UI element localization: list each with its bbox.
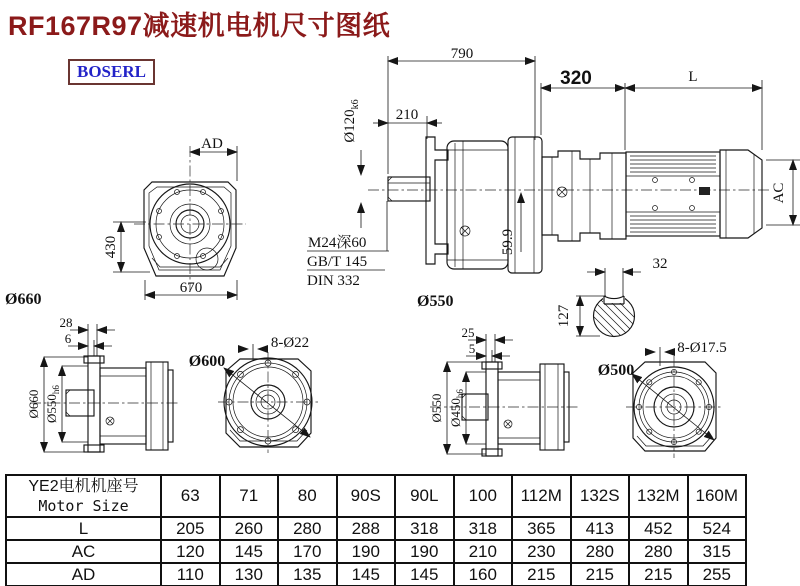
cell-L-90l: 318 (395, 517, 454, 540)
cell-AC-132m: 280 (629, 540, 688, 563)
flange-view-right-drawing (598, 340, 727, 458)
size-col-90s: 90S (337, 475, 396, 517)
dim-label-L: L (688, 69, 698, 85)
cell-AC-90s: 190 (337, 540, 396, 563)
cell-AC-90l: 190 (395, 540, 454, 563)
page-title: RF167R97减速机电机尺寸图纸 (8, 11, 391, 41)
dim-label-210: 210 (395, 107, 419, 123)
cell-AC-132s: 280 (571, 540, 630, 563)
size-col-80: 80 (278, 475, 337, 517)
cell-L-80: 280 (278, 517, 337, 540)
front-view-drawing (5, 136, 246, 308)
dia550-value: Ø550 (44, 394, 59, 423)
cell-L-132s: 413 (571, 517, 630, 540)
size-col-63: 63 (161, 475, 220, 517)
cell-AC-80: 170 (278, 540, 337, 563)
cell-AC-160m: 315 (688, 540, 747, 563)
label-dia-660: Ø660 (5, 291, 42, 308)
cell-L-71: 260 (220, 517, 279, 540)
cell-AC-63: 120 (161, 540, 220, 563)
dim-label-ac: AC (771, 182, 787, 204)
cell-AD-71: 130 (220, 563, 279, 586)
label-dia-550-main: Ø550 (417, 293, 454, 310)
dim-label-32: 32 (652, 256, 668, 272)
cell-L-63: 205 (161, 517, 220, 540)
shaft-dia-tolerance: k6 (350, 99, 361, 110)
label-dia-600: Ø600 (188, 353, 226, 370)
flange-view-left-drawing (189, 335, 318, 453)
header-en: Motor Size (38, 497, 129, 515)
dim-label-790: 790 (450, 46, 474, 62)
side-view-mid-drawing (429, 325, 578, 456)
label-thread: M24深60 (308, 235, 367, 251)
cell-AD-90s: 145 (337, 563, 396, 586)
dia450-value: Ø450 (448, 398, 463, 427)
dia550-tol: h6 (51, 385, 61, 395)
table-row-AC (6, 540, 746, 563)
cell-AD-80: 135 (278, 563, 337, 586)
cell-AC-112m: 230 (512, 540, 571, 563)
hatching (585, 282, 645, 352)
dim-label-320: 320 (560, 68, 592, 89)
cell-AD-100: 160 (454, 563, 513, 586)
dim-label-5: 5 (468, 341, 476, 356)
size-col-100: 100 (454, 475, 513, 517)
cell-AC-100: 210 (454, 540, 513, 563)
shaft-section-drawing (556, 256, 668, 352)
label-holes-22: 8-Ø22 (270, 335, 310, 351)
table-row-L (6, 517, 746, 540)
cell-AD-90l: 145 (395, 563, 454, 586)
label-dia-500: Ø500 (597, 362, 635, 379)
label-std-din: DIN 332 (307, 273, 360, 289)
dim-label-shaft-dia (342, 99, 361, 142)
cell-L-160m: 524 (688, 517, 747, 540)
drain-plug-icon (460, 226, 470, 236)
row-label-AD: AD (6, 563, 161, 586)
cell-AD-160m: 255 (688, 563, 747, 586)
cell-AD-132m: 215 (629, 563, 688, 586)
main-side-view-drawing (307, 46, 800, 310)
label-holes-175: 8-Ø17.5 (677, 340, 727, 356)
cell-AC-71: 145 (220, 540, 279, 563)
size-col-90l: 90L (395, 475, 454, 517)
row-label-L: L (6, 517, 161, 540)
dia450-tol: h6 (455, 389, 465, 399)
size-col-71: 71 (220, 475, 279, 517)
dim-label-dia660: Ø660 (26, 389, 41, 419)
size-col-132m: 132M (629, 475, 688, 517)
cell-L-132m: 452 (629, 517, 688, 540)
dim-label-dia450h6 (448, 389, 465, 427)
cell-AD-63: 110 (161, 563, 220, 586)
shaft-dia-value: Ø120 (342, 109, 358, 143)
dim-label-28: 28 (59, 315, 73, 330)
dim-label-dia550h6 (44, 385, 61, 423)
dim-label-25: 25 (461, 325, 475, 340)
size-col-112m: 112M (512, 475, 571, 517)
cell-AD-112m: 215 (512, 563, 571, 586)
table-header-row (6, 475, 746, 517)
side-view-left-drawing (26, 315, 178, 452)
adapter-bolt-icon (557, 187, 567, 197)
side-bolt-icon-mid (504, 420, 512, 428)
label-std-gb: GB/T 145 (307, 254, 368, 270)
cell-L-90s: 288 (337, 517, 396, 540)
header-cn: YE2电机机座号 (28, 478, 139, 495)
brand-logo: BOSERL (68, 59, 155, 85)
dim-label-127: 127 (556, 304, 572, 328)
cell-L-112m: 365 (512, 517, 571, 540)
side-bolt-icon (106, 417, 114, 425)
table-row-AD (6, 563, 746, 586)
dim-label-430: 430 (103, 235, 119, 259)
motor-size-table (5, 474, 747, 586)
row-label-AC: AC (6, 540, 161, 563)
dim-label-6: 6 (64, 331, 72, 346)
dim-label-599: 59.9 (500, 228, 516, 256)
size-col-160m: 160M (688, 475, 747, 517)
size-col-132s: 132S (571, 475, 630, 517)
dim-label-ad: AD (201, 136, 223, 152)
dim-label-670: 670 (179, 280, 203, 296)
table-header-motor-size (6, 475, 161, 517)
cell-AD-132s: 215 (571, 563, 630, 586)
dim-label-dia550: Ø550 (429, 393, 444, 423)
cell-L-100: 318 (454, 517, 513, 540)
